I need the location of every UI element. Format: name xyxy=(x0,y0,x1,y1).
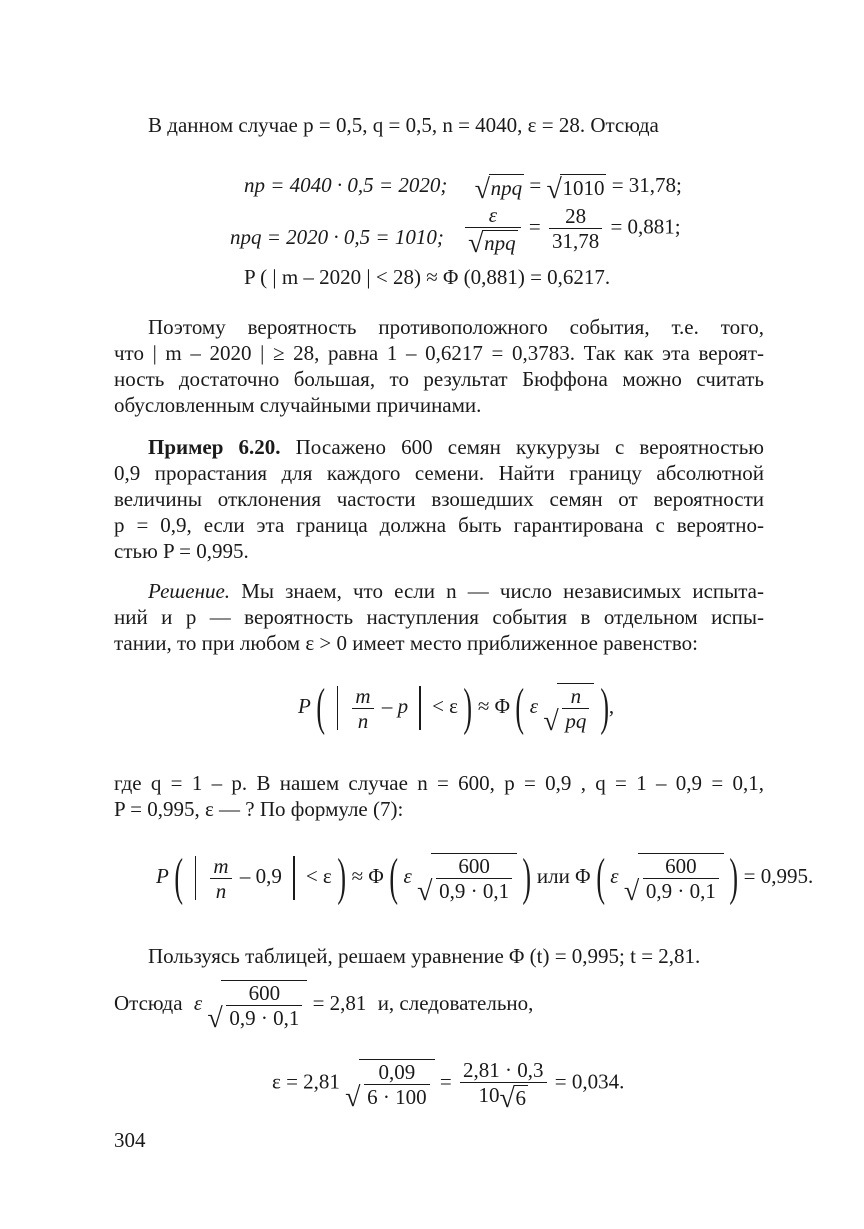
sqrt-npq: √ npq xyxy=(475,174,525,201)
paragraph1-line2: что | m – 2020 | ≥ 28, равна 1 – 0,6217 = 0,3783. Так как эта вероят- xyxy=(114,341,764,365)
solution-line2: ний и p — вероятность наступления события в отдельном испы- xyxy=(114,605,764,629)
example-line2: 0,9 прорастания для каждого семени. Найти границу абсолютной xyxy=(114,461,764,485)
paragraph1-line4: обусловленным случайными причинами. xyxy=(114,393,482,417)
equation-probability: P ( | m – 2020 | < 28) ≈ Φ (0,881) = 0,6217. xyxy=(244,265,611,289)
paragraph1-line3: ность достаточно большая, то результат Бюффона можно считать xyxy=(114,367,764,391)
sqrt-1010: √ 1010 xyxy=(546,174,606,201)
table-line: Пользуясь таблицей, решаем уравнение Φ (t) = 0,995; t = 2,81. xyxy=(148,944,701,968)
hence-line: Отсюда ε √ $\frac{600}{0,9 \cdot 0,1}$ = 2,81 и, следовательно, xyxy=(114,980,533,1030)
fraction-28-3178: $\frac{28}{31,78}$ xyxy=(549,204,602,253)
solution-label: Решение. xyxy=(148,579,231,603)
example-line3: величины отклонения частости взошедших семян от вероятности xyxy=(114,487,764,511)
paragraph1-line1: Поэтому вероятность противоположного события, т.е. того, xyxy=(148,315,764,339)
solution-line3: тании, то при любом ε > 0 имеет место приближенное равенство: xyxy=(114,631,698,655)
formula-specific: P ( $\frac{m}{n}$ – 0,9 < ε ) ≈ Φ ( ε √ $\frac{600}{0,9 \cdot 0,1}$ ) или Φ ( ε √ $\frac{600}{0,9 \cdot 0,1}$ ) = 0,995. xyxy=(156,852,813,904)
example-line5: стью P = 0,995. xyxy=(114,539,249,563)
intro-line: В данном случае p = 0,5, q = 0,5, n = 4040, ε = 28. Отсюда xyxy=(148,113,659,137)
solution-line1: Решение. Мы знаем, что если n — число независимых испыта- xyxy=(148,579,764,603)
fraction-eps-sqrt-npq: ε √ npq xyxy=(465,203,521,255)
example-line4: p = 0,9, если эта граница должна быть гарантирована с вероятно- xyxy=(114,513,764,537)
where-line1: где q = 1 – p. В нашем случае n = 600, p = 0,9 , q = 1 – 0,9 = 0,1, xyxy=(114,771,764,795)
formula-general: P ( $\frac{m}{n}$ – p < ε ) ≈ Φ ( ε √ $\frac{n}{pq}$ ), xyxy=(298,682,614,734)
example-line1: Пример 6.20. Посажено 600 семян кукурузы с вероятностью xyxy=(148,435,764,459)
equation-npq: npq = 2020 · 0,5 = 1010; ε √ npq = $\frac{28}{31,78}$ = 0,881; xyxy=(230,203,681,255)
example-label: Пример 6.20. xyxy=(148,435,281,459)
final-formula: ε = 2,81 √ $\frac{0,09}{6 \cdot 100}$ = $\frac{2,81 \cdot 0,3}{10√ 6}$ = 0,034. xyxy=(272,1058,624,1110)
where-line2: P = 0,995, ε — ? По формуле (7): xyxy=(114,797,404,821)
equation-np: np = 4040 · 0,5 = 2020; √ npq = √ 1010 = 31,78; xyxy=(244,172,682,201)
page-number: 304 xyxy=(114,1128,146,1152)
